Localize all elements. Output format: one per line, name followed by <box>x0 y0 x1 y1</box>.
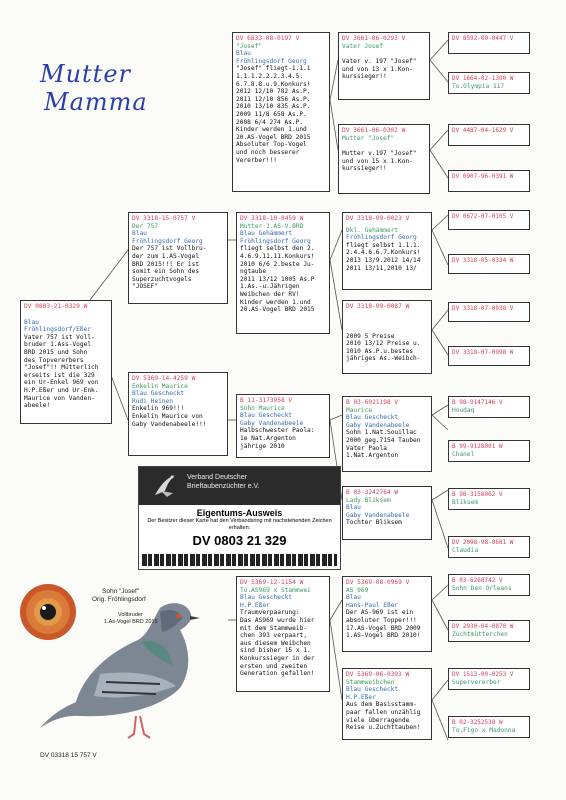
ring-number: DV 2098-98-0681 W <box>452 539 514 546</box>
pedigree-notes: Vater v. 197 "Josef" und von 13 x 1.Kon- kurssieger!! <box>342 58 417 81</box>
ring-number: B 98-3158062 V <box>452 491 503 498</box>
pedigree-notes: "Josef" fliegt-1.1.1 1.1.1.2.2.2.3.4.5. 6.7.8.8.u.9.Konkurs! 2012 12/10 782 As.P. 2011 12/10 856 As.P. 2010 13/10 835 As.P. 2009 11/8 658 As.P. 2008 6/4 274 As.P. Kinder werden 1.und 20.AS-Vogel BRD 2015 Absoluter Top-Vogel und noch besserer Vererber!!! <box>236 65 311 164</box>
pigeon-photo <box>10 578 230 748</box>
pigeon-name: Der 757 <box>132 222 159 230</box>
ring-number: DV 0803-21-0329 W <box>24 303 88 310</box>
pigeon-name: Vater Josef <box>342 42 383 50</box>
pigeon-name: "Josef" <box>236 42 263 50</box>
pedigree-box-as969 <box>342 576 432 652</box>
pigeon-color: Blau <box>132 230 147 238</box>
pigeon-name: Stammweibchen <box>346 678 395 686</box>
pedigree-box-ancestor <box>448 72 530 94</box>
photo-caption-note2: 1.As-Vogel BRD 2015 <box>104 619 158 625</box>
breeder-name: Fröhlingsdorf Georg <box>346 234 417 242</box>
pedigree-box-sire <box>128 212 228 304</box>
pigeon-name: Dkl. Gehämmert <box>346 226 399 234</box>
pedigree-box-sd-sire <box>342 212 432 290</box>
ring-number: DV 3318-05-0334 W <box>452 257 514 264</box>
pigeon-color: Blau Gescheckt <box>346 414 399 422</box>
pedigree-notes: fliegt selbst 1.1.1. 2.4.4.6.6.7.Konkurs! 2013 13/9.2012 14/14 2011 13/11,2010 13/ <box>346 241 421 272</box>
ring-number: B 03-6021198 V <box>346 399 399 406</box>
breeder-name: Gaby Vandenabeele <box>346 421 410 429</box>
breeder-name: Fröhlingsdorf Georg <box>132 237 203 245</box>
pedigree-notes: Halbschwester Paola: 1e Nat.Argenton jährige 2010 <box>240 427 315 450</box>
ring-number: DV 3318-10-0459 W <box>240 215 304 222</box>
ring-number: B 02-3252538 W <box>452 719 503 726</box>
pedigree-box-lady-bliksem <box>342 486 432 540</box>
pigeon-name: To.AS969 x Stammwei <box>240 586 311 594</box>
photo-caption-name: Sohn "Josef" <box>102 588 140 595</box>
pigeon-name: Mutter "Josef" <box>342 134 395 142</box>
pigeon-name: Lady Bliksem <box>346 496 391 504</box>
pigeon-name: Sohn Maurice <box>240 404 285 412</box>
pedigree-notes: Traumverpaarung: Das AS969 wurde hier mit dem Stammweib- chen 393 verpaart, aus diesem Weibchen sind bisher 15 x 1. Konkurssieger in der ersten und zweiten Generation gefallen! <box>240 609 315 678</box>
pedigree-box-josef <box>232 32 330 192</box>
pedigree-box-ancestor <box>448 210 530 230</box>
ring-number: DV 3318-09-0087 W <box>346 303 410 310</box>
pigeon-name: AS 969 <box>346 586 369 594</box>
ring-number: B 98-9147146 V <box>452 399 503 406</box>
pigeon-name: Supervererber <box>452 678 501 686</box>
card-ring-number: DV 0803 21 329 <box>192 533 287 548</box>
ring-number: DV 0907-96-0391 W <box>452 173 514 180</box>
pedigree-box-dam-sire <box>236 394 330 458</box>
breeder-name: H.P.Eßer <box>240 601 270 609</box>
ring-number: DV 3318-15-0757 V <box>132 215 196 222</box>
pigeon-name: Enkelin Maurice <box>132 382 188 390</box>
ring-number: B 03-3242764 W <box>346 489 399 496</box>
pedigree-box-ancestor <box>448 620 530 642</box>
pigeon-color: Blau <box>346 594 361 602</box>
pigeon-name: Chanel <box>452 450 475 458</box>
pedigree-box-ancestor <box>448 488 530 510</box>
breeder-name: Fröhlingsdorf Georg <box>240 237 311 245</box>
card-pattern-strip <box>142 554 337 566</box>
dove-logo-icon <box>151 471 179 501</box>
breeder-name: Fröhlingsdorf/Eßer <box>24 326 92 334</box>
ring-number: DV 1664-02-1300 W <box>452 75 514 82</box>
ring-number: DV 4487-04-1629 V <box>452 127 514 134</box>
pigeon-name: Zuchtmütterchen <box>452 630 508 638</box>
pedigree-notes: fliegt selbst den 2. 4.6.9.11.11.Konkurs! 2010 6/6 2.beste Ju- ngtaube 2011 13/12 1005 As.P 1.As.-u.Jährigen Weibchen der RV! Kinder werden 1.und 20.AS-Vogel BRD 2015 <box>240 245 315 314</box>
card-subtitle: Der Besitzer dieser Karte hat den Verbandsring mit nachstehenden Zeichen erhalten: <box>147 518 332 531</box>
pedigree-notes: Der 757 ist Vollbru- der zum 1.AS-Vogel BRD 2015!!! Er ist somit ein Sohn des Superzuchtvogels "JOSEF" <box>132 245 207 291</box>
breeder-name: Gaby Vandenabeele <box>240 419 304 427</box>
pigeon-color: Blau <box>236 50 251 58</box>
pedigree-box-maurice <box>342 396 432 472</box>
pedigree-box-ancestor <box>448 536 530 558</box>
photo-caption-note1: Vollbruder <box>118 612 143 618</box>
ring-number: DV 3318-07-0998 W <box>452 349 514 356</box>
ring-number: B 99-9128001 W <box>452 443 503 450</box>
pedigree-box-ancestor <box>448 302 530 322</box>
pedigree-notes: Aus dem Basisstamm- paar fallen unzählig viele überragende Reise u.Zuchttauben! <box>346 701 421 732</box>
pedigree-box-sd-dam <box>342 300 432 374</box>
ring-number: DV 1513-00-0253 V <box>452 671 514 678</box>
pedigree-notes: Der AS-969 ist ein absoluter Topper!!! 17.AS-Vogel BRD 2009 1.AS-Vogel BRD 2010! <box>346 609 421 640</box>
pedigree-box-ancestor <box>448 254 530 274</box>
ring-number: DV 5369-08-0969 V <box>346 579 410 586</box>
pedigree-notes: Sohn 1.Nat.Souillac 2000 geg.7154 Tauben Vater Paola 1.Nat.Argenton <box>346 429 421 460</box>
ring-number: DV 5369-12-1154 W <box>240 579 304 586</box>
pedigree-box-mutter-josef <box>338 124 430 194</box>
pigeon-color: Blau Gescheckt <box>346 686 399 694</box>
ring-number: DV 5369-06-0393 W <box>346 671 410 678</box>
pedigree-box-ancestor <box>448 346 530 366</box>
ring-number: DV 6833-08-0197 V <box>236 35 300 42</box>
pigeon-name: Bliksem <box>452 498 479 506</box>
handwritten-mamma: Mamma <box>44 88 148 116</box>
ring-number: DV 3318-07-0938 V <box>452 305 514 312</box>
pedigree-box-ancestor <box>448 668 530 690</box>
pedigree-box-ancestor <box>448 396 530 418</box>
pigeon-name: Mutter 1.AS-V.BRD <box>240 222 304 230</box>
breeder-name: Rudi Heinen <box>132 397 173 405</box>
pedigree-box-dam <box>128 372 228 456</box>
ring-number: DV 3318-09-0023 V <box>346 215 410 222</box>
pedigree-box-dam-dam <box>236 576 330 692</box>
ring-number: B 11-3173958 V <box>240 397 293 404</box>
ring-number: DV 2930-04-0870 W <box>452 623 514 630</box>
pedigree-box-ancestor <box>448 170 530 192</box>
pedigree-box-stammweibchen <box>342 668 432 740</box>
pigeon-name: Claudia <box>452 546 479 554</box>
photo-caption-ring: DV 03318 15 757 V <box>40 752 97 759</box>
pedigree-box-ancestor <box>448 574 530 596</box>
ownership-card <box>138 466 341 570</box>
pedigree-notes: Tochter Bliksem <box>346 519 402 527</box>
association-name: Verband Deutscher Brieftaubenzüchter e.V. <box>187 474 260 490</box>
ring-number: DV 0672-07-0105 V <box>452 213 514 220</box>
pedigree-notes: Enkelin 969!!! Enkelin Maurice von Gaby Vandenabeele!!! <box>132 405 207 428</box>
card-header <box>139 467 340 505</box>
pedigree-notes: 2009 5 Preise 2010 13/12 Preise u. 1010 As.P.u.bestes jähriges As.-Weibch- <box>346 332 421 363</box>
photo-caption-breeder: Orig. Fröhlingsdorf <box>92 596 146 603</box>
pedigree-notes: Mutter v.197 "Josef" und von 15 x 1.Kon- kurssieger!! <box>342 150 417 173</box>
pigeon-name: Maurice <box>346 406 373 414</box>
pedigree-box-sire-dam <box>236 212 330 334</box>
ring-number: DV 3661-06-0302 W <box>342 127 406 134</box>
pedigree-box-ancestor <box>448 124 530 146</box>
breeder-name: Fröhlingsdorf Georg <box>236 57 307 65</box>
breeder-name: Gaby Vandenabeele <box>346 511 410 519</box>
pedigree-notes: Vater 757 ist Voll- bruder 1.Ass-Vogel BRD 2015 und Sohn des Topvererbers "Josef"!! Mütterlich erseits ist die 329 ein Ur-Enkel 969 von H.P.Eßer und Ur-Enk. Maurice von Vanden- abeele! <box>24 333 99 410</box>
ring-number: B 03-6268742 V <box>452 577 503 584</box>
pigeon-color: Blau Gehämmert <box>240 230 293 238</box>
pigeon-name: To.Olympia 117 <box>452 82 505 90</box>
pedigree-box-ancestor <box>448 440 530 462</box>
pigeon-color: Blau Gescheckt <box>240 412 293 420</box>
pigeon-name: Sohn Den Orleans <box>452 584 512 592</box>
pedigree-box-ancestor <box>448 32 530 54</box>
pedigree-box-ancestor <box>448 716 530 738</box>
breeder-name: H.P.Eßer <box>346 693 376 701</box>
pigeon-color: Blau <box>24 318 39 326</box>
breeder-name: Hans-Paul Eßer <box>346 601 399 609</box>
handwritten-mutter: Mutter <box>40 60 131 88</box>
pedigree-box-vater-josef <box>338 32 430 100</box>
pigeon-color: Blau <box>346 504 361 512</box>
pedigree-box-subject <box>20 300 112 424</box>
card-title: Eigentums-Ausweis <box>196 508 283 518</box>
pigeon-color: Blau Gescheckt <box>240 594 293 602</box>
ring-number: DV 3661-06-0293 V <box>342 35 406 42</box>
pigeon-color: Blau Gescheckt <box>132 390 185 398</box>
pigeon-name: To.Figo x Madonna <box>452 726 516 734</box>
pigeon-name: Houdaq <box>452 406 475 414</box>
ring-number: DV 5369-14-4259 W <box>132 375 196 382</box>
ring-number: DV 8592-00-0447 V <box>452 35 514 42</box>
